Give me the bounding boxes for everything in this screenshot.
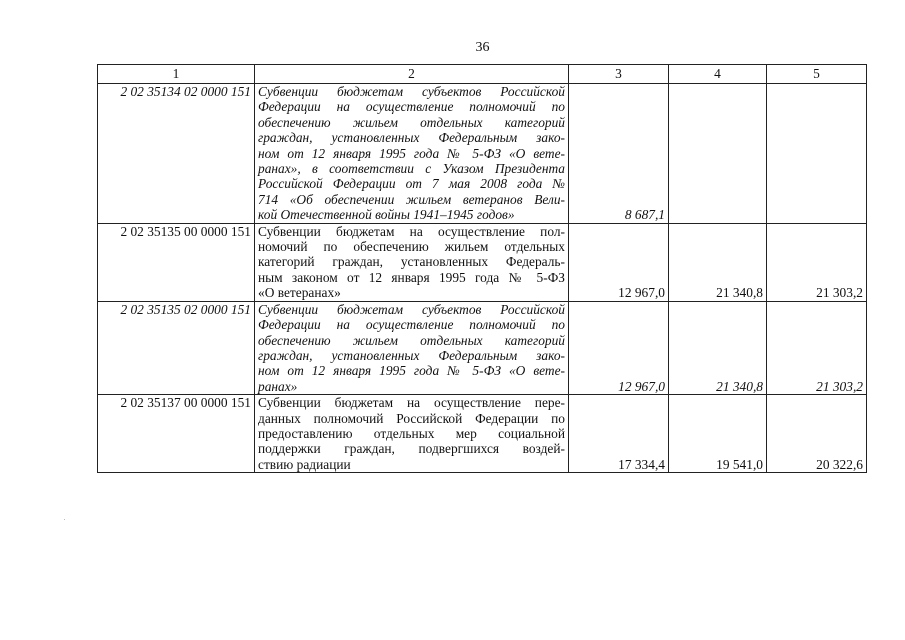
amount-cell-5: 20 322,6: [767, 395, 867, 473]
amount-cell-5: 21 303,2: [767, 301, 867, 394]
description-line: обеспечению жильем отдельных категорий: [258, 332, 565, 348]
amount-cell-4: 19 541,0: [669, 395, 767, 473]
description-line: категорий граждан, установленных Федераль-: [258, 254, 565, 270]
amount-cell-4: 21 340,8: [669, 301, 767, 394]
description-line: ранах»: [258, 378, 298, 394]
description-line: обеспечению жильем отдельных категорий: [258, 114, 565, 130]
description-line: Субвенции бюджетам на осуществление пере-: [258, 395, 565, 411]
column-header-2: 2: [255, 65, 569, 84]
description-line: Субвенции бюджетам субъектов Российской: [258, 301, 565, 317]
amount-cell-4: 21 340,8: [669, 223, 767, 301]
description-line: номочий по обеспечению жильем отдельных: [258, 239, 565, 255]
table-header-row: [98, 65, 867, 84]
description-line: Российской Федерации от 7 мая 2008 года №: [258, 176, 565, 192]
budget-code-cell: 2 02 35134 02 0000 151: [98, 84, 255, 224]
table-row: [98, 84, 867, 224]
column-header-1: 1: [98, 65, 255, 84]
scan-speck: [64, 519, 65, 520]
budget-table: [97, 64, 867, 473]
description-line: ранах», в соответствии с Указом Президента: [258, 161, 565, 177]
amount-cell-3: 12 967,0: [569, 223, 669, 301]
table-row: [98, 301, 867, 394]
amount-cell-4: [669, 84, 767, 224]
column-header-5: 5: [767, 65, 867, 84]
description-line: Субвенции бюджетам на осуществление пол-: [258, 223, 565, 239]
table-row: [98, 223, 867, 301]
description-cell: [255, 84, 569, 224]
description-line: «О ветеранах»: [258, 285, 341, 301]
description-line: поддержки граждан, подвергшихся воздей-: [258, 441, 565, 457]
description-line: Субвенции бюджетам субъектов Российской: [258, 84, 565, 99]
budget-code-cell: 2 02 35135 02 0000 151: [98, 301, 255, 394]
column-header-4: 4: [669, 65, 767, 84]
budget-code-cell: 2 02 35137 00 0000 151: [98, 395, 255, 473]
description-line: предоставлению отдельных мер социальной: [258, 425, 565, 441]
description-line: Федерации на осуществление полномочий по: [258, 99, 565, 115]
budget-code-cell: 2 02 35135 00 0000 151: [98, 223, 255, 301]
amount-cell-5: 21 303,2: [767, 223, 867, 301]
table-row: [98, 395, 867, 473]
column-header-3: 3: [569, 65, 669, 84]
description-cell: [255, 223, 569, 301]
description-line: ном от 12 января 1995 года № 5-ФЗ «О вете-: [258, 363, 565, 379]
amount-cell-5: [767, 84, 867, 224]
description-line: Федерации на осуществление полномочий по: [258, 317, 565, 333]
page-number: 36: [475, 40, 490, 55]
table-body: [98, 84, 867, 473]
description-line: ном от 12 января 1995 года № 5-ФЗ «О вете-: [258, 145, 565, 161]
description-line: ствию радиации: [258, 456, 351, 472]
description-cell: [255, 301, 569, 394]
description-line: 714 «Об обеспечении жильем ветеранов Вели-: [258, 191, 565, 207]
amount-cell-3: 17 334,4: [569, 395, 669, 473]
amount-cell-3: 8 687,1: [569, 84, 669, 224]
description-line: кой Отечественной войны 1941–1945 годов»: [258, 207, 515, 223]
description-cell: [255, 395, 569, 473]
description-line: граждан, установленных Федеральным зако-: [258, 347, 565, 363]
description-line: данных полномочий Российской Федерации по: [258, 410, 565, 426]
description-line: ным законом от 12 января 1995 года № 5-ФЗ: [258, 269, 565, 285]
amount-cell-3: 12 967,0: [569, 301, 669, 394]
description-line: граждан, установленных Федеральным зако-: [258, 130, 565, 146]
